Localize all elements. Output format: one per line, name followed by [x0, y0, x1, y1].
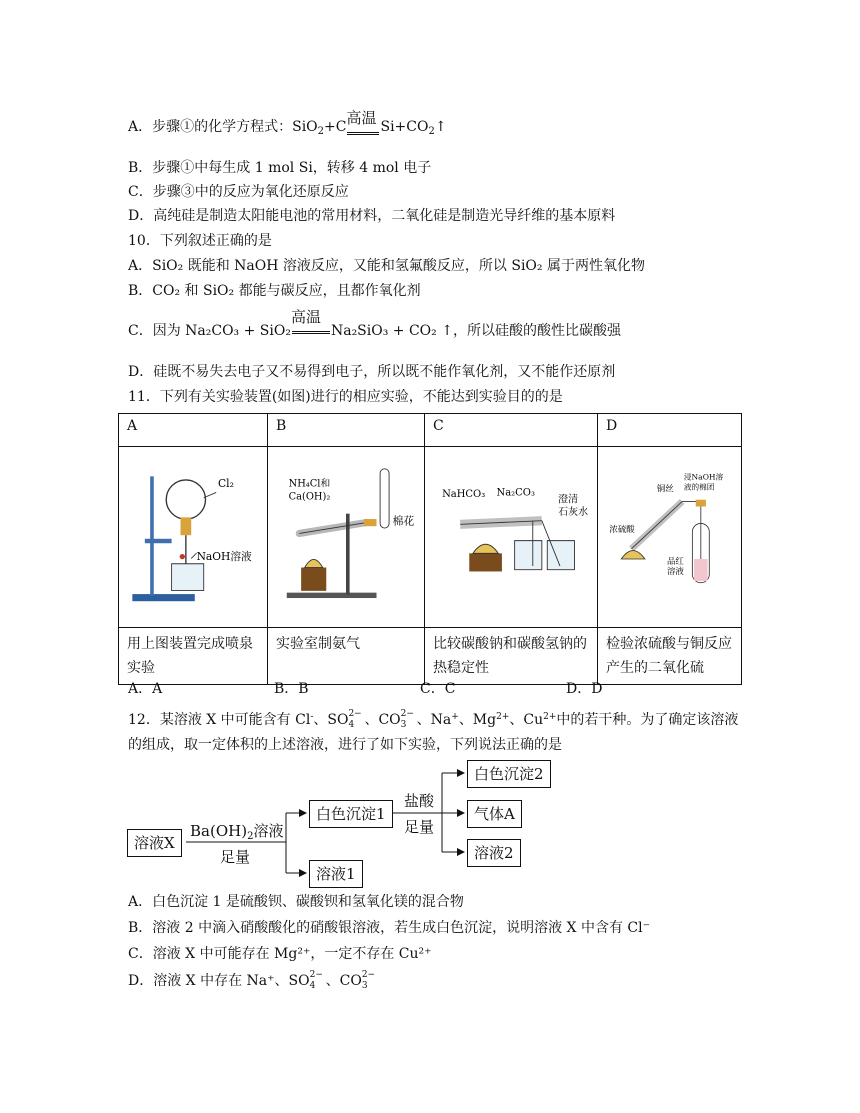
desc-d: 检验浓硫酸与铜反应产生的二氧化硫 [598, 628, 742, 685]
q11-choice-b: B．B [274, 681, 309, 697]
header-c: C [425, 414, 598, 447]
q9-a-products: Si+CO [380, 119, 429, 135]
desc-a: 用上图装置完成喷泉实验 [119, 628, 268, 685]
q12-stem-line-2: 的组成，取一定体积的上述溶液，进行了如下实验，下列说法正确的是 [128, 737, 562, 753]
gas-arrow: ↑ [434, 119, 447, 135]
q11-stem: 11．下列有关实验装置(如图)进行的相应实验，不能达到实验目的的是 [128, 389, 563, 405]
q12-option-d: D．溶液 X 中存在 Na⁺、SO 2− 4 、CO 2− 3 [128, 970, 376, 991]
solution-x-box: 溶液X [127, 829, 182, 857]
header-d: D [598, 414, 742, 447]
pink-label-1: 品红 [666, 556, 684, 567]
nahco3-label: NaHCO₃ [442, 489, 486, 501]
q12-option-b: B．溶液 2 中滴入硝酸酸化的硝酸银溶液，若生成白色沉淀，说明溶液 X 中含有 Cl⁻ [128, 920, 650, 936]
q10-c-post: Na₂SiO₃ + CO₂ ↑，所以硅酸的酸性比碳酸强 [330, 323, 621, 339]
q9-a-prefix: A．步骤①的化学方程式：SiO [128, 119, 318, 135]
header-a: A [119, 414, 268, 447]
q9-option-b: B．步骤①中每生成 1 mol Si，转移 4 mol 电子 [128, 160, 432, 176]
q12-option-a: A．白色沉淀 1 是硫酸钡、碳酸钡和氢氧化镁的混合物 [128, 894, 464, 910]
caoh2-label: Ca(OH)₂ [288, 491, 331, 503]
q10-option-b: B．CO₂ 和 SiO₂ 都能与碳反应，且都作氧化剂 [128, 283, 421, 299]
q10-option-d: D．硅既不易失去电子又不易得到电子，所以既不能作氧化剂，又不能作还原剂 [128, 364, 616, 380]
limewater-label-1: 澄清 [558, 494, 579, 506]
acid-label: 浓硫酸 [609, 523, 635, 534]
q12-stem-line-1: 12．某溶液 X 中可能含有 Cl-、SO 2− 4 、CO 2− 3 、Na+、$Mg^{2+}$、$Cu^{2+}$中的若干种。为了确定该溶液 [128, 709, 739, 730]
q11-choice-a: A．A [128, 681, 163, 697]
copper-label: 铜丝 [656, 483, 674, 494]
nh4cl-label: NH₄Cl和 [288, 478, 331, 490]
na2co3-label: Na₂CO₃ [496, 487, 535, 499]
q10-c-pre: C．因为 Na₂CO₃ + SiO₂ [128, 323, 291, 339]
q9-option-d: D．高纯硅是制造太阳能电池的常用材料，二氧化硅是制造光导纤维的基本原料 [128, 208, 616, 224]
cl2-label: Cl₂ [217, 477, 234, 491]
q12-option-c: C．溶液 X 中可能存在 Mg²⁺，一定不存在 Cu²⁺ [128, 946, 432, 962]
q10-stem: 10．下列叙述正确的是 [128, 233, 272, 249]
header-b: B [268, 414, 425, 447]
limewater-label-2: 石灰水 [558, 507, 589, 519]
solution-1-box: 溶液1 [309, 860, 363, 888]
reagent2-label: 盐酸 [404, 792, 435, 810]
reagent1-label: $Ba(OH)_2$溶液 [190, 822, 284, 842]
solution-2-box: 溶液2 [467, 839, 521, 867]
pink-label-2: 溶液 [666, 566, 684, 577]
reaction-condition: 高温 [291, 322, 331, 340]
q11-choice-c: C．C [420, 681, 456, 697]
soak-label-2: 液的棉团 [683, 482, 715, 492]
desc-b: 实验室制氨气 [268, 628, 425, 685]
white-precipitate-2-box: 白色沉淀2 [467, 760, 551, 788]
white-precipitate-1-box: 白色沉淀1 [309, 800, 393, 828]
cotton-label: 棉花 [392, 514, 415, 528]
q9-a-mid: +C [324, 119, 347, 135]
q9-option-a: A．步骤①的化学方程式：SiO$_2$+C 高温 $Si+CO_2↑$ [128, 118, 447, 141]
soak-label-1: 浸NaOH溶 [683, 472, 724, 482]
q11-choice-d: D．D [566, 681, 603, 697]
naoh-label: NaOH溶液 [196, 550, 252, 564]
q9-option-c: C．步骤③中的反应为氧化还原反应 [128, 184, 349, 200]
reagent1-amount: 足量 [220, 848, 251, 866]
gas-a-box: 气体A [467, 800, 522, 828]
q10-option-a: A．SiO₂ 既能和 NaOH 溶液反应，又能和氢氟酸反应，所以 SiO₂ 属于两性氧化物 [128, 258, 645, 274]
desc-c: 比较碳酸钠和碳酸氢钠的热稳定性 [425, 628, 598, 685]
reaction-condition: 高温 [346, 123, 380, 141]
reagent2-amount: 足量 [404, 818, 435, 836]
